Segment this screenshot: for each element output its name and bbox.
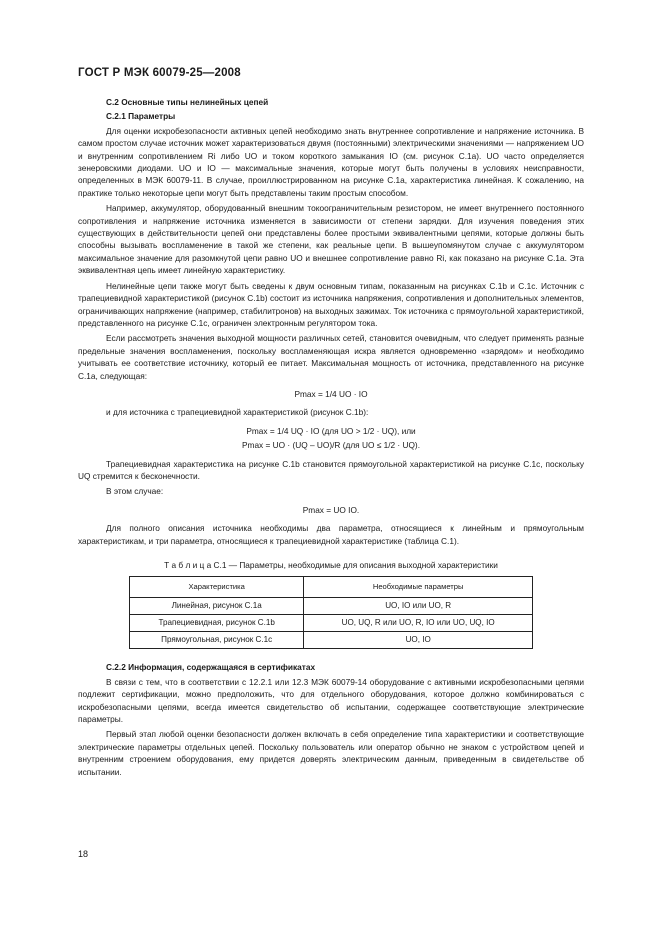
column-header: Необходимые параметры — [304, 577, 533, 598]
table-cell: UO, IO — [304, 632, 533, 649]
formula-pmax-linear: Pmax = 1/4 UO · IO — [294, 388, 368, 399]
section-c22 — [78, 661, 584, 778]
table-header-row — [130, 577, 533, 598]
paragraph: Нелинейные цепи также могут быть сведены к двум основным типам, показанным на рисунках С.1b и С.1с. Источник с трапециевидной характеристикой (рисунок С.1b) состоит из источника напряжения, сопротивления и дополнительных элементов, ограничивающих напряжение (например, стабилитронов) на выходных зажимах. Ток источника с прямоугольной характеристикой, представленного на рисунке С.1с, ограничен электронным регулятором тока. — [78, 280, 584, 328]
paragraph: Если рассмотреть значения выходной мощности различных сетей, становится очевидным, что следует применять разные предельные значения воспламенения, поскольку воспламеняющая искра является одновременно «зарядом» и необходимо учитывать ее соответствие источнику, который ее питает. Максимальная мощность от источника, представленного на рисунке С.1а, следующая: — [78, 333, 584, 381]
paragraph: Для полного описания источника необходимы два параметра, относящиеся к линейным и прямоугольным характеристикам, и три параметра, относящиеся к трапециевидной характеристике (таблица С.1). — [78, 523, 584, 546]
paragraph: Для оценки искробезопасности активных цепей необходимо знать внутреннее сопротивление и напряжение источника. В самом простом случае источник может характеризоваться двумя (постоянными) электрическими значениями — напряжением UO и внутренним сопротивлением Ri либо UO и током короткого замыкания IO (см. рисунок С.1а). UO часто определяется зенеровскими диодами. UO и IO — максимальные значения, которые могут быть получены в условиях неисправности, определенных в МЭК 60079-11. В случае, проиллюстрированном на рисунке С.1а, характеристика линейная. К сожалению, на практике только некоторые цепи могут быть представлены таким простым способом. — [78, 125, 584, 198]
table-row — [130, 598, 533, 615]
paragraph: В этом случае: — [106, 486, 164, 497]
page-content — [78, 96, 584, 778]
column-header: Характеристика — [130, 577, 304, 598]
paragraph: Например, аккумулятор, оборудованный внешним токоограничительным резистором, не имеет внутреннего постоянного сопротивления и напряжение источника изменяется в зависимости от степени зарядки. Для изучения поведения этих существующих в действительности цепей они представлены более простыми эквивалентными цепями, которые должны быть способны вызывать воспламенение в такой же степени, как реальные цепи. В вышеупомянутом случае с аккумулятором максимальное значение для разомкнутой цепи равно UO и внешнее сопротивление равно Ri, как показано на рисунке С.1а. Эта эквивалентная цепь имеет линейную характеристику. — [78, 203, 584, 276]
formula-pmax-trapezoid-1: Pmax = 1/4 UQ · IO (для UO > 1/2 · UQ), или — [246, 425, 416, 436]
paragraph: В связи с тем, что в соответствии с 12.2.1 или 12.3 МЭК 60079-14 оборудование с активными искробезопасными цепями подлежит сертификации, можно предположить, что для отдельного оборудования, которое должно комбинироваться с искробезопасными цепями, всегда имеется свидетельство об испытании, содержащее соответствующие электрические параметры. — [78, 676, 584, 725]
table-cell: Трапециевидная, рисунок С.1b — [130, 615, 304, 632]
table-cell: Линейная, рисунок С.1а — [130, 598, 304, 615]
document-header: ГОСТ Р МЭК 60079-25—2008 — [78, 67, 241, 79]
paragraph: Трапециевидная характеристика на рисунке С.1b становится прямоугольной характеристикой на рисунке С.1с, поскольку UQ стремится к бесконечности. — [78, 458, 584, 481]
table-caption: Т а б л и ц а С.1 — Параметры, необходимые для описания выходной характеристики — [164, 560, 498, 570]
parameters-table — [129, 576, 533, 649]
formula-pmax-trapezoid-2: Pmax = UO · (UQ – UO)/R (для UO ≤ 1/2 · UQ). — [242, 440, 420, 451]
paragraph: Первый этап любой оценки безопасности должен включать в себя определение типа характеристики и соответствующие электрические параметры отдельных цепей. Поскольку пользователь или оператор обычно не знаком с устройством цепей и внутренним строением оборудования, ему придется доверять электрическим данным, приведенным в свидетельстве об испытании. — [78, 729, 584, 777]
paragraph: и для источника с трапециевидной характеристикой (рисунок С.1b): — [106, 407, 369, 418]
table-cell: Прямоугольная, рисунок С.1с — [130, 632, 304, 649]
table-cell: UO, IO или UO, R — [304, 598, 533, 615]
table-cell: UO, UQ, R или UO, R, IO или UO, UQ, IO — [304, 615, 533, 632]
subsection-heading-c22: С.2.2 Информация, содержащаяся в сертификатах — [106, 662, 316, 673]
formula-pmax-rectangular: Pmax = UO IO. — [302, 504, 360, 515]
table-row — [130, 615, 533, 632]
page-number: 18 — [78, 849, 89, 859]
section-heading: С.2 Основные типы нелинейных цепей — [106, 97, 269, 107]
table-row — [130, 632, 533, 649]
subsection-heading-c21: С.2.1 Параметры — [106, 111, 176, 122]
